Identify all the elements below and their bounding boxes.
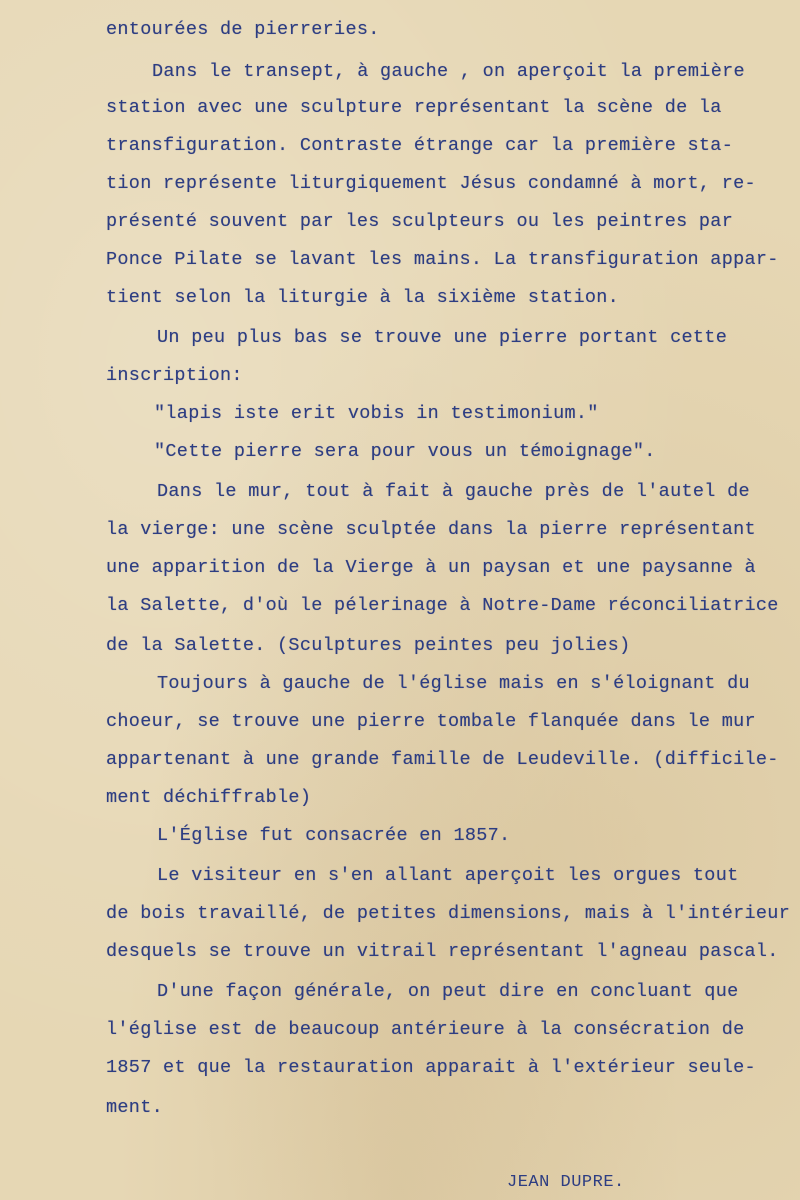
text-line: 1857 et que la restauration apparait à l'extérieur seule- xyxy=(106,1057,756,1078)
text-line: Dans le mur, tout à fait à gauche près de l'autel de xyxy=(157,481,750,502)
signature: JEAN DUPRE. xyxy=(507,1173,625,1192)
text-line: inscription: xyxy=(106,365,243,386)
text-line: l'église est de beaucoup antérieure à la consécration de xyxy=(106,1019,745,1040)
text-line: la vierge: une scène sculptée dans la pierre représentant xyxy=(106,519,756,540)
text-line: D'une façon générale, on peut dire en concluant que xyxy=(157,981,739,1002)
text-line: tion représente liturgiquement Jésus condamné à mort, re- xyxy=(106,173,756,194)
text-line: entourées de pierreries. xyxy=(106,19,380,40)
text-line: ment. xyxy=(106,1097,164,1118)
text-line: la Salette, d'où le pélerinage à Notre-Dame réconciliatrice xyxy=(106,595,779,616)
text-line: de la Salette. (Sculptures peintes peu jolies) xyxy=(106,635,631,656)
quote-latin: "lapis iste erit vobis in testimonium." xyxy=(154,403,599,424)
quote-french: "Cette pierre sera pour vous un témoignage". xyxy=(154,441,656,462)
text-line: une apparition de la Vierge à un paysan et une paysanne à xyxy=(106,557,756,578)
text-line: Un peu plus bas se trouve une pierre portant cette xyxy=(157,327,728,348)
text-line: Toujours à gauche de l'église mais en s'éloignant du xyxy=(157,673,750,694)
text-line: appartenant à une grande famille de Leudeville. (difficile- xyxy=(106,749,779,770)
text-line: desquels se trouve un vitrail représentant l'agneau pascal. xyxy=(106,941,779,962)
text-line: station avec une sculpture représentant la scène de la xyxy=(106,97,722,118)
text-line: L'Église fut consacrée en 1857. xyxy=(157,825,511,846)
text-line: de bois travaillé, de petites dimensions, mais à l'intérieur xyxy=(106,903,791,924)
text-line: tient selon la liturgie à la sixième station. xyxy=(106,287,620,308)
text-line: transfiguration. Contraste étrange car la première sta- xyxy=(106,135,734,156)
text-line: ment déchiffrable) xyxy=(106,787,312,808)
text-line: Dans le transept, à gauche , on aperçoit la première xyxy=(152,61,745,82)
text-line: choeur, se trouve une pierre tombale flanquée dans le mur xyxy=(106,711,756,732)
text-line: Le visiteur en s'en allant aperçoit les orgues tout xyxy=(157,865,739,886)
text-line: Ponce Pilate se lavant les mains. La transfiguration appar- xyxy=(106,249,779,270)
text-line: présenté souvent par les sculpteurs ou les peintres par xyxy=(106,211,734,232)
